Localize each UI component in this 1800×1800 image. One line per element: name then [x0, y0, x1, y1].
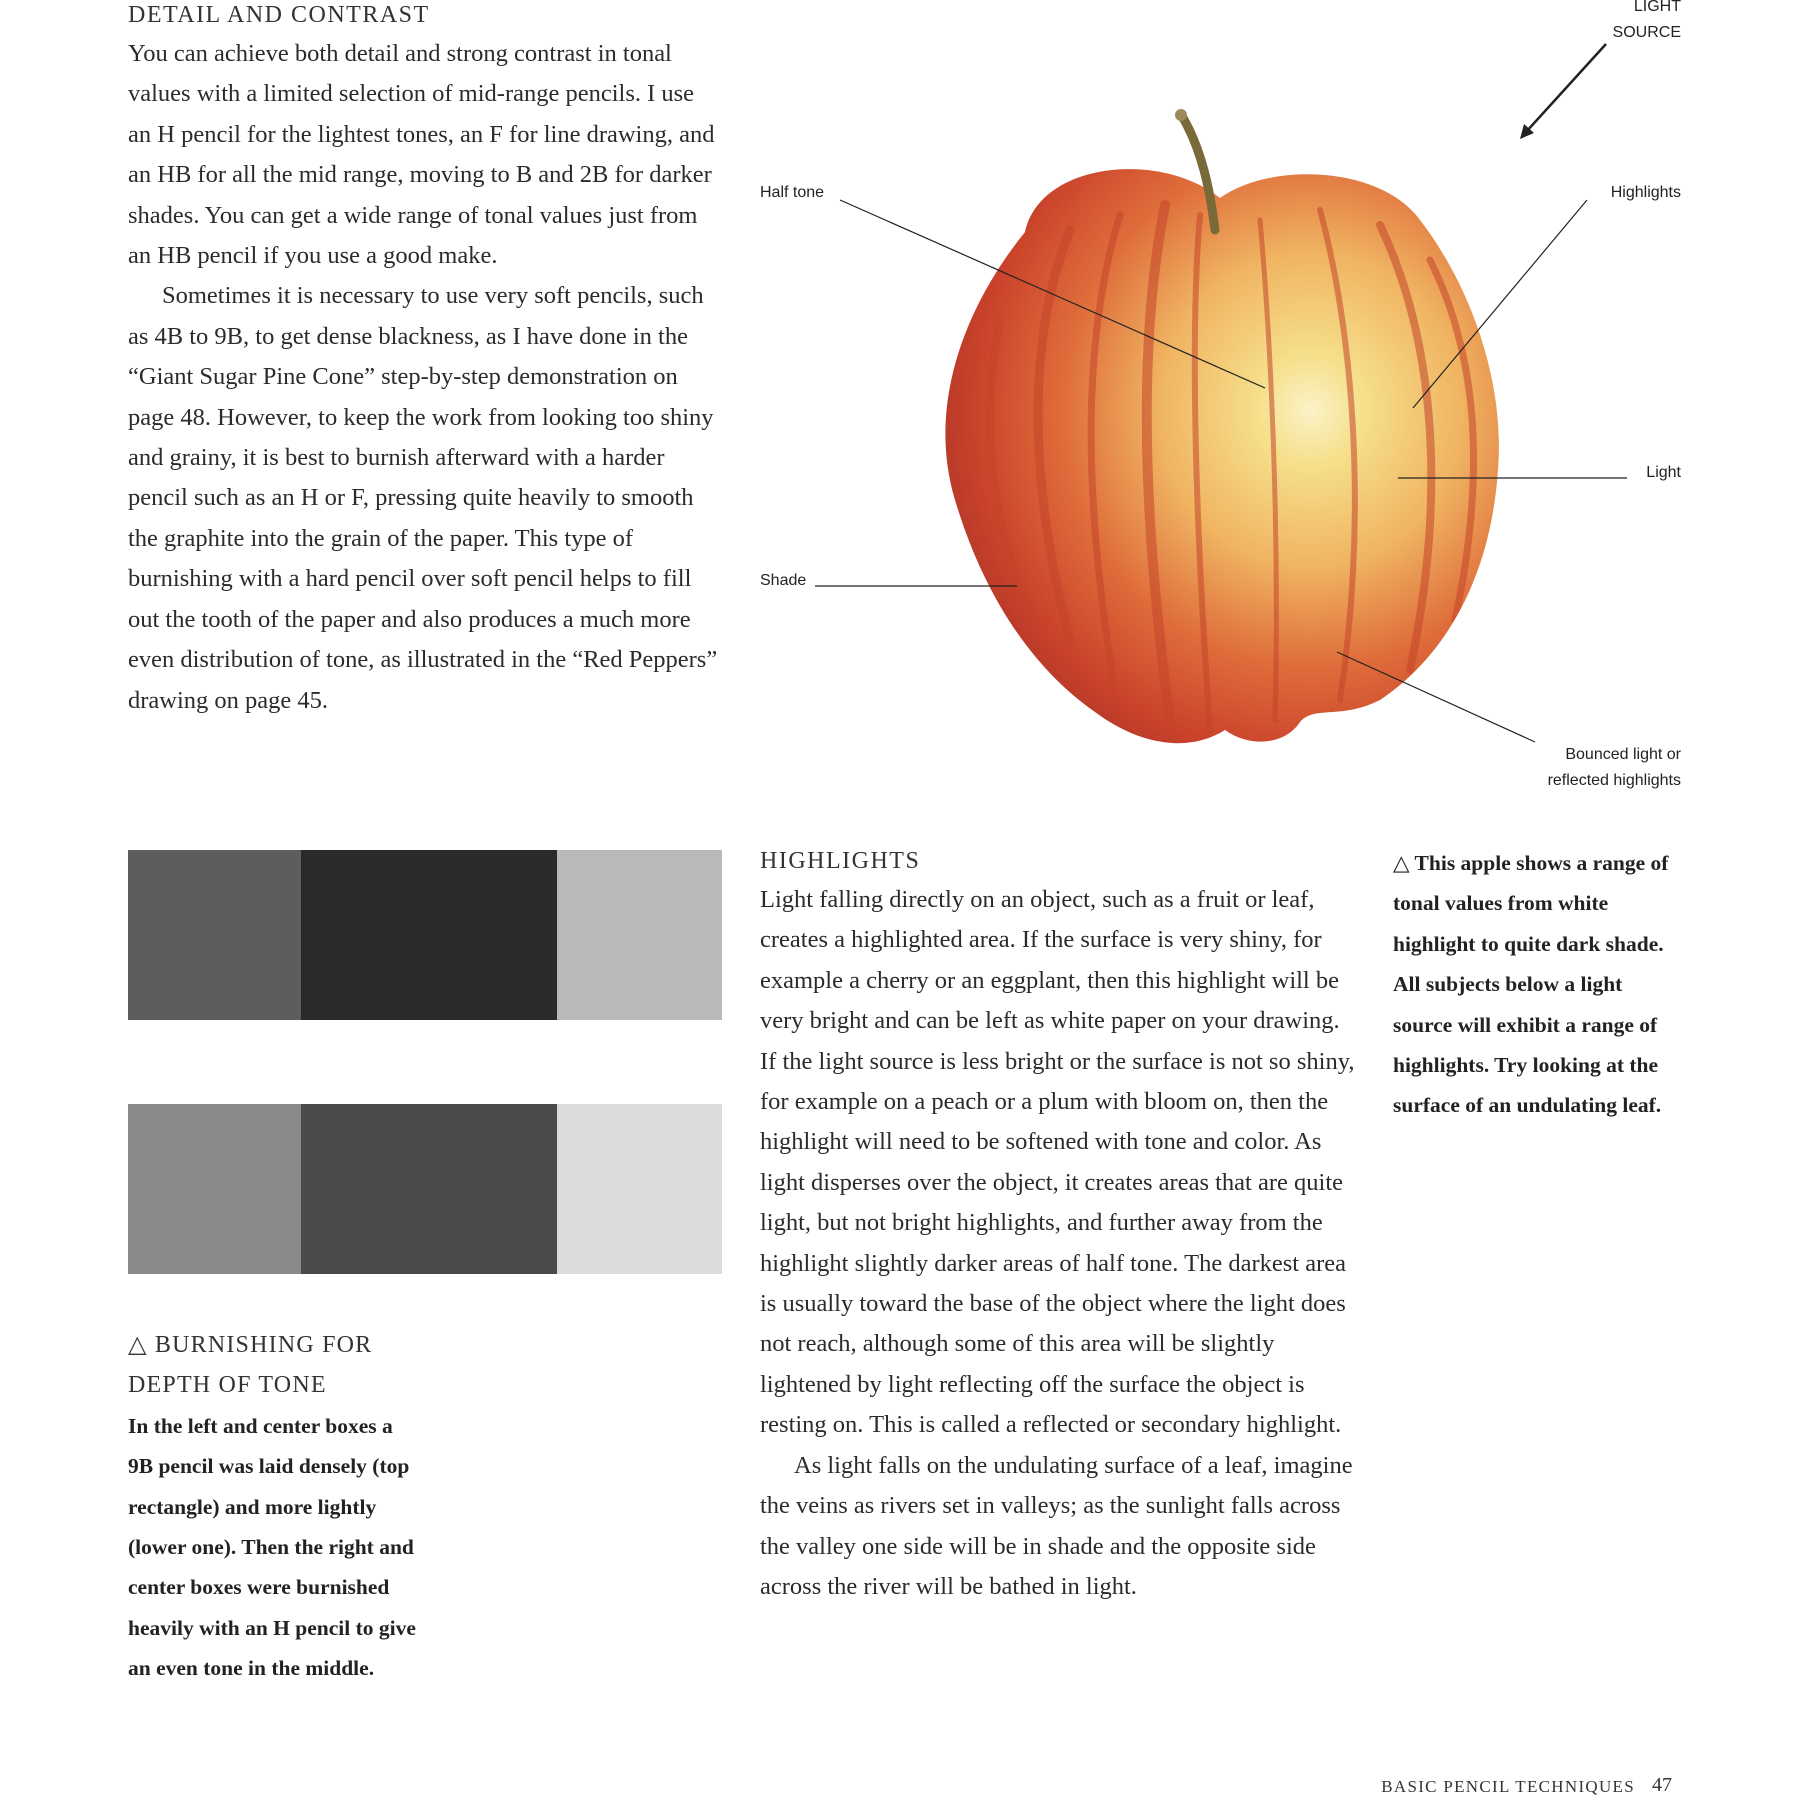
page-number: 47 [1652, 1774, 1672, 1796]
light-label: Light [1646, 464, 1681, 481]
swatch-bottom-center [301, 1104, 557, 1274]
swatch-top-right [557, 850, 722, 1020]
apple-illustration [740, 0, 1680, 800]
detail-contrast-heading: DETAIL AND CONTRAST [128, 2, 430, 28]
shade-label: Shade [760, 572, 807, 589]
highlights-heading: HIGHLIGHTS [760, 848, 921, 874]
triangle-up-icon: △ [1393, 851, 1410, 875]
swatch-bottom-right [557, 1104, 722, 1274]
bounced-light-label-line-1: Bounced light or [1565, 746, 1681, 763]
triangle-up-icon: △ [128, 1332, 148, 1358]
burnishing-caption-text: In the left and center boxes a 9B pencil was laid densely (top rectangle) and more lightly (lower one). Then the right and center boxes were burnished heavily with an H pencil to give an even tone in the middle. [128, 1413, 416, 1681]
apple-figure [740, 0, 1680, 800]
burnishing-caption-heading-2: DEPTH OF TONE [128, 1372, 327, 1399]
highlights-body [760, 880, 1360, 1607]
bounced-light-label-line-2: reflected highlights [1547, 772, 1681, 789]
burnishing-caption-heading-1 [128, 1325, 428, 1365]
highlights-label: Highlights [1610, 184, 1681, 201]
detail-contrast-para-1: You can achieve both detail and strong contrast in tonal values with a limited selection of mid-range pencils. I use an H pencil for the lightest tones, an F for line drawing, and an HB for all the mid range, moving to B and 2B for darker shades. You can get a wide range of tonal values just from an HB pencil if you use a good make. [128, 40, 715, 270]
swatch-top-center [301, 850, 557, 1020]
light-source-label-line-1: LIGHT [1633, 0, 1681, 15]
burnishing-swatches-top [128, 850, 722, 1020]
apple-caption-text: This apple shows a range of tonal values from white highlight to quite dark shade. All subjects below a light source will exhibit a range of highlights. Try looking at the surface of an undulating leaf. [1393, 851, 1669, 1118]
swatch-bottom-left [128, 1104, 301, 1274]
half-tone-label: Half tone [760, 184, 825, 201]
burnishing-swatches-bottom [128, 1104, 722, 1274]
highlights-para-1: Light falling directly on an object, such as a fruit or leaf, creates a highlighted area. If the surface is very shiny, for example a cherry or an eggplant, then this highlight will be very bright and can be left as white paper on your drawing. If the light source is less bright or the surface is not so shiny, for example on a peach or a plum with bloom on, then the highlight will need to be softened with tone and color. As light disperses over the object, it creates areas that are quite light, but not bright highlights, and further away from the highlight slightly darker areas of half tone. The darkest area is usually toward the base of the object where the light does not reach, although some of this area will be slightly lightened by light reflecting off the surface the object is resting on. This is called a reflected or secondary highlight. [760, 886, 1355, 1439]
apple-caption [1393, 843, 1678, 1126]
burnishing-caption [128, 1325, 428, 1689]
burnishing-caption-heading-text: BURNISHING FOR [154, 1332, 373, 1358]
swatch-top-left [128, 850, 301, 1020]
detail-contrast-body [128, 34, 722, 721]
light-source-label-line-2: SOURCE [1612, 24, 1681, 41]
footer-section-title: BASIC PENCIL TECHNIQUES [1381, 1777, 1635, 1796]
detail-contrast-para-2: Sometimes it is necessary to use very soft pencils, such as 4B to 9B, to get dense blackness, as I have done in the “Giant Sugar Pine Cone” step-by-step demonstration on page 48. However, to keep the work from looking too shiny and grainy, it is best to burnish afterward with a harder pencil such as an H or F, pressing quite heavily to smooth the graphite into the grain of the paper. This type of burnishing with a hard pencil over soft pencil helps to fill out the tooth of the paper and also produces a much more even distribution of tone, as illustrated in the “Red Peppers” drawing on page 45. [128, 282, 718, 714]
highlights-para-2: As light falls on the undulating surface of a leaf, imagine the veins as rivers set in valleys; as the sunlight falls across the valley one side will be in shade and the opposite side across the river will be bathed in light. [760, 1451, 1353, 1600]
